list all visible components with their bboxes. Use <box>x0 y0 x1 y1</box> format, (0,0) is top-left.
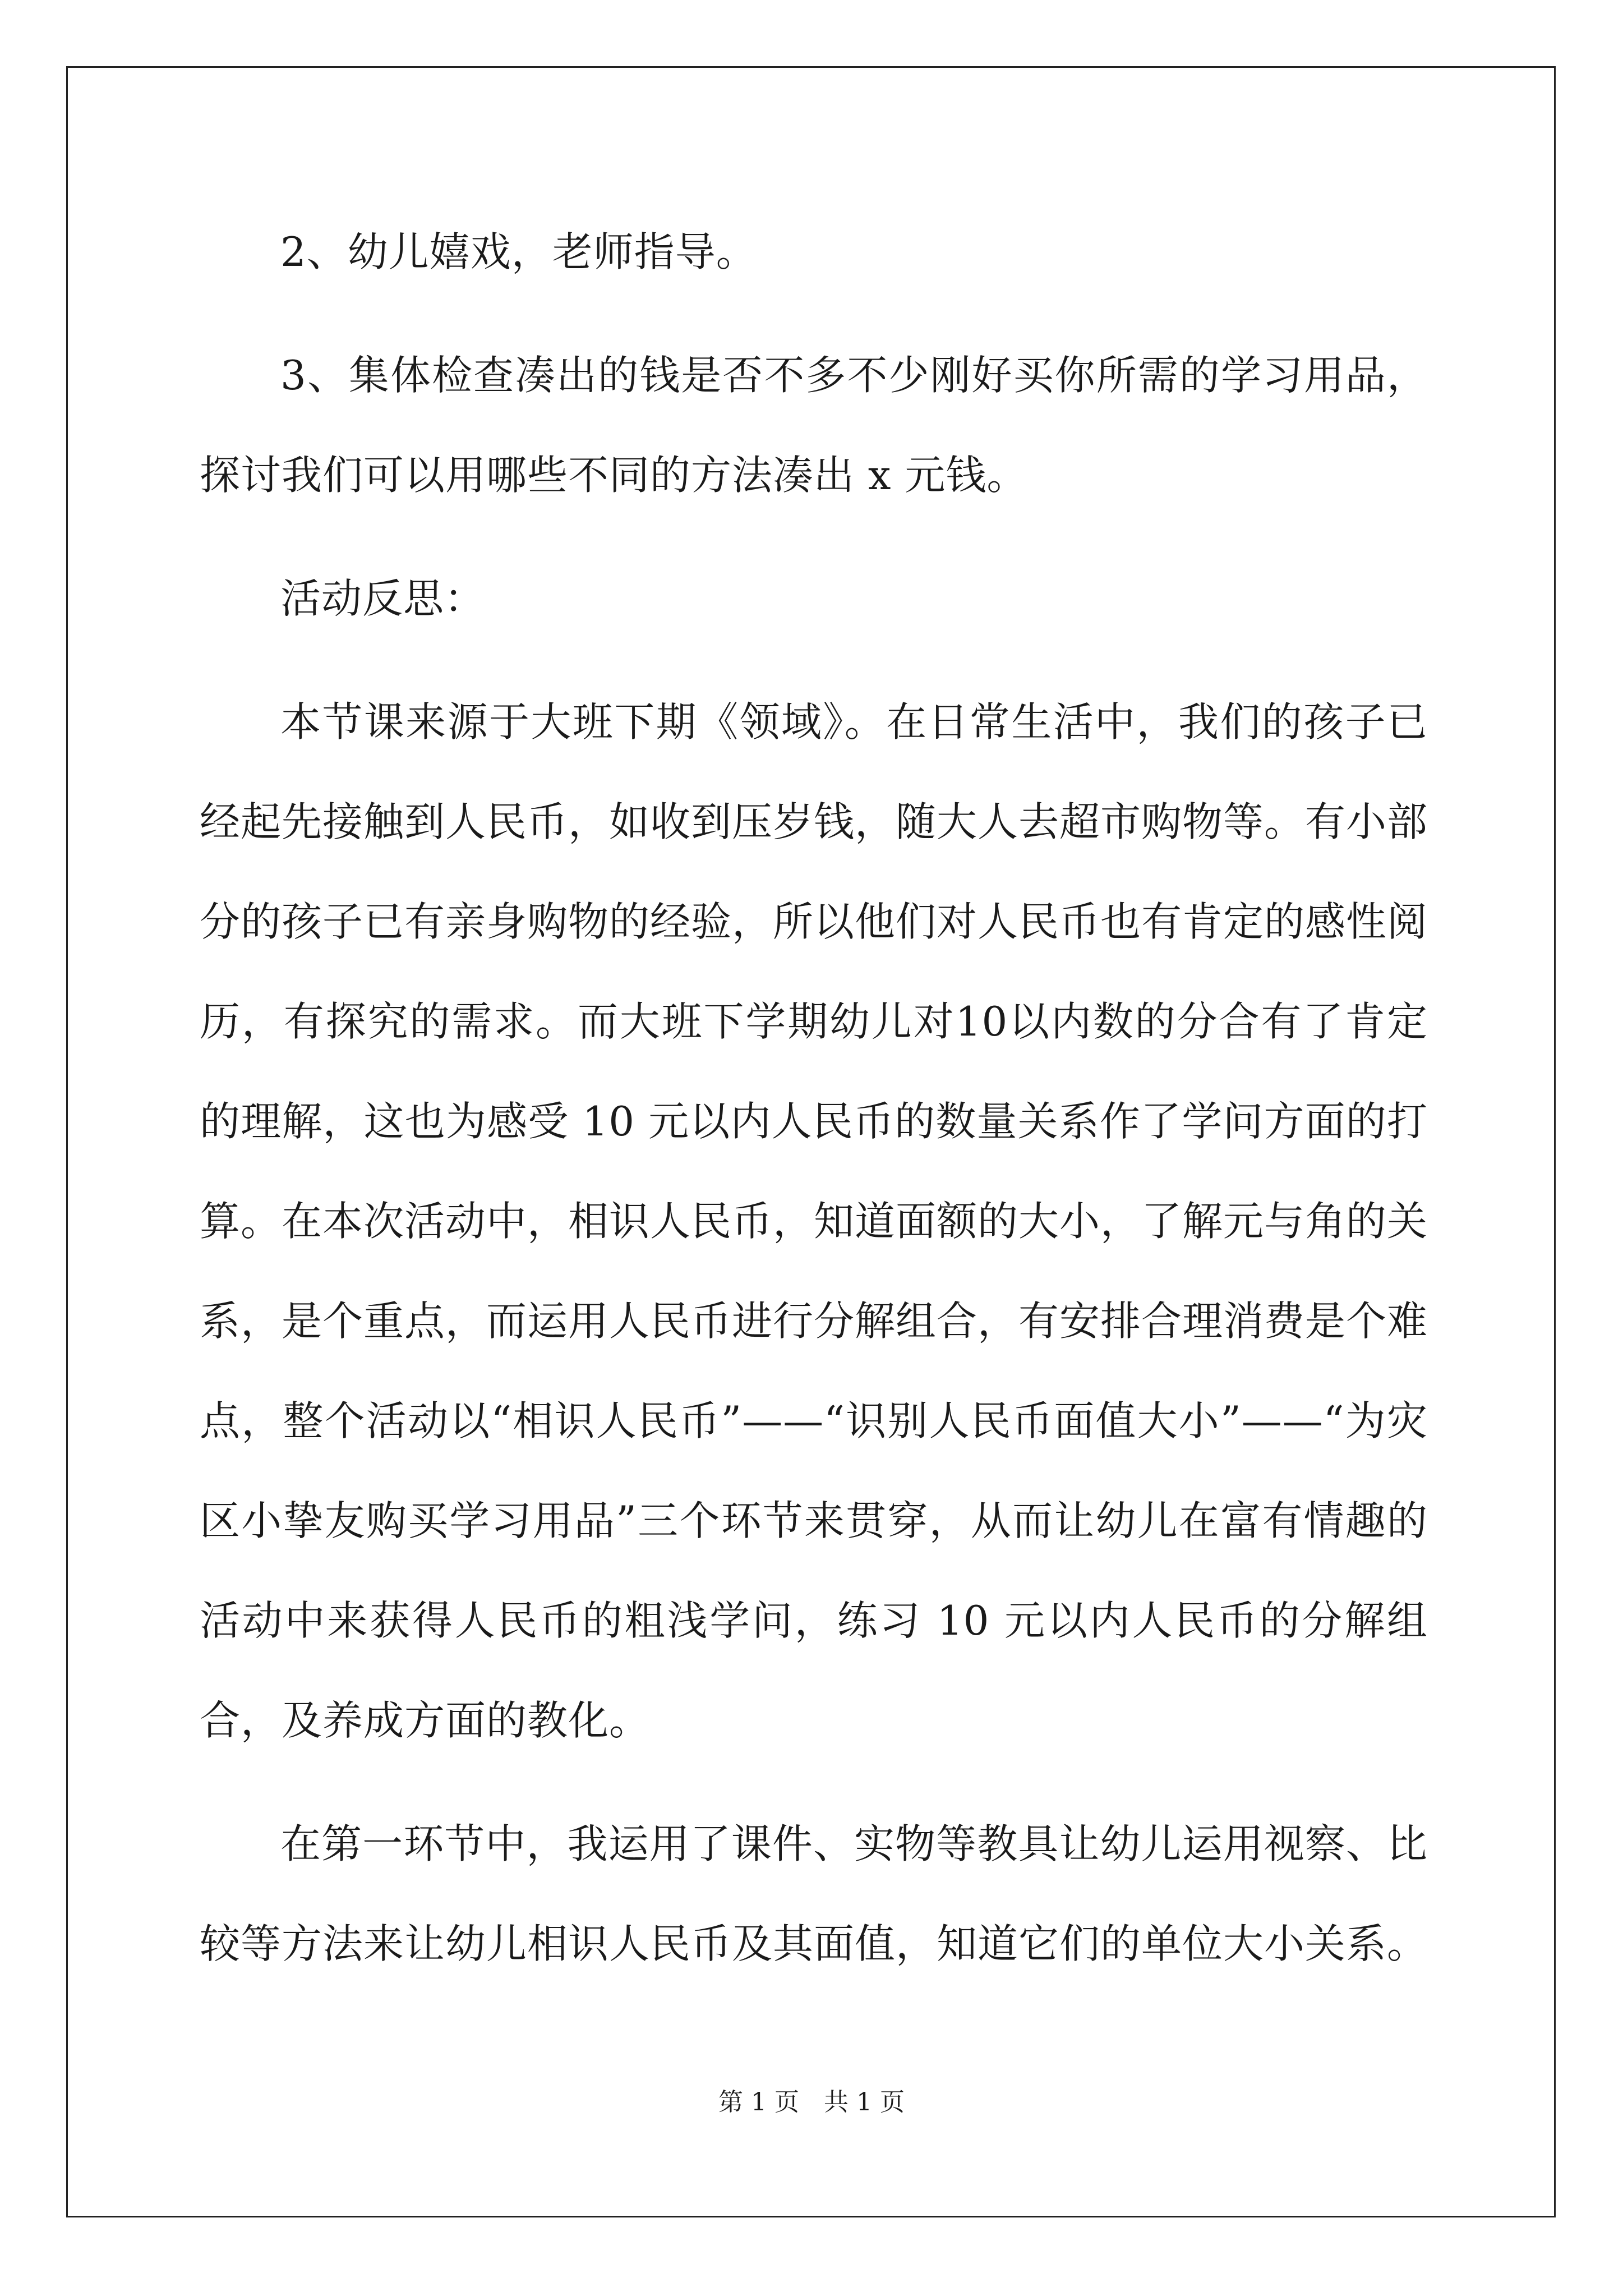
section-heading-reflection: 活动反思： <box>280 575 486 622</box>
document-body <box>200 202 1428 1994</box>
paragraph-step-3: 3、集体检查凑出的钱是否不多不少刚好买你所需的学习用品，探讨我们可以用哪些不同的方法凑出 x 元钱。 <box>200 352 1428 499</box>
paragraph-step-2: 2、幼儿嬉戏，老师指导。 <box>280 228 757 275</box>
page-number-footer: 第 1 页 共 1 页 <box>718 2088 905 2116</box>
paragraph-first-stage: 在第一环节中，我运用了课件、实物等教具让幼儿运用视察、比较等方法来让幼儿相识人民币及其面值，知道它们的单位大小关系。 <box>200 1820 1428 1967</box>
paragraph-reflection-main: 本节课来源于大班下期《领域》。在日常生活中，我们的孩子已经起先接触到人民币，如收到压岁钱，随大人去超市购物等。有小部分的孩子已有亲身购物的经验，所以他们对人民币也有肯定的感性阅历，有探究的需求。而大班下学期幼儿对10以内数的分合有了肯定的理解，这也为感受 10 元以内人民币的数量关系作了学问方面的打算。在本次活动中，相识人民币，知道面额的大小，了解元与角的关系，是个重点，而运用人民币进行分解组合，有安排合理消费是个难点，整个活动以“相识人民币”——“识别人民币面值大小”——“为灾区小挚友购买学习用品”三个环节来贯穿，从而让幼儿在富有情趣的活动中来获得人民币的粗浅学问，练习 10 元以内人民币的分解组合，及养成方面的教化。 <box>200 698 1428 1744</box>
